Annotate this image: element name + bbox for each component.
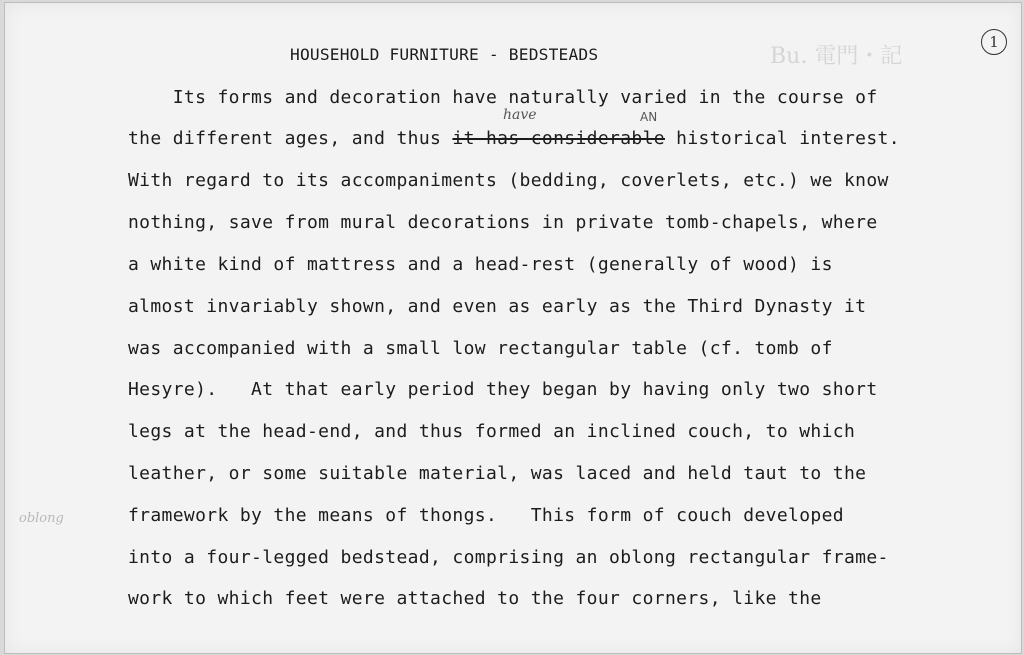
text-line-11: framework by the means of thongs. This form of couch developed: [128, 505, 844, 526]
text-line-6: almost invariably shown, and even as early as the Third Dynasty it: [128, 296, 867, 317]
text-line-9: legs at the head-end, and thus formed an inclined couch, to which: [128, 421, 856, 442]
text-line-2-end: historical interest.: [664, 128, 900, 149]
handwritten-insertion-have: have: [503, 107, 537, 123]
document-title: HOUSEHOLD FURNITURE - BEDSTEADS: [290, 45, 599, 64]
text-line-5: a white kind of mattress and a head-rest (generally of wood) is: [128, 254, 833, 275]
text-line-10: leather, or some suitable material, was laced and held taut to the: [128, 463, 867, 484]
handwritten-insertion-an: AN: [640, 110, 658, 124]
text-line-12: into a four-legged bedstead, comprising an oblong rectangular frame-: [128, 547, 889, 568]
text-line-2: [128, 128, 900, 149]
page-number: 1: [981, 29, 1007, 55]
document-page: [4, 2, 1022, 654]
margin-note: oblong: [19, 511, 64, 526]
text-line-7: was accompanied with a small low rectangular table (cf. tomb of: [128, 338, 833, 359]
text-line-3: With regard to its accompaniments (bedding, coverlets, etc.) we know: [128, 170, 889, 191]
text-line-13: work to which feet were attached to the four corners, like the: [128, 588, 822, 609]
text-line-1: Its forms and decoration have naturally varied in the course of: [128, 87, 878, 108]
text-line-2-start: the different ages, and thus: [128, 128, 453, 149]
struck-text: it has considerable: [452, 128, 665, 149]
text-line-8: Hesyre). At that early period they began by having only two short: [128, 379, 878, 400]
text-line-4: nothing, save from mural decorations in private tomb-chapels, where: [128, 212, 878, 233]
bleed-through-text: Bu. 電門・記: [770, 44, 903, 69]
